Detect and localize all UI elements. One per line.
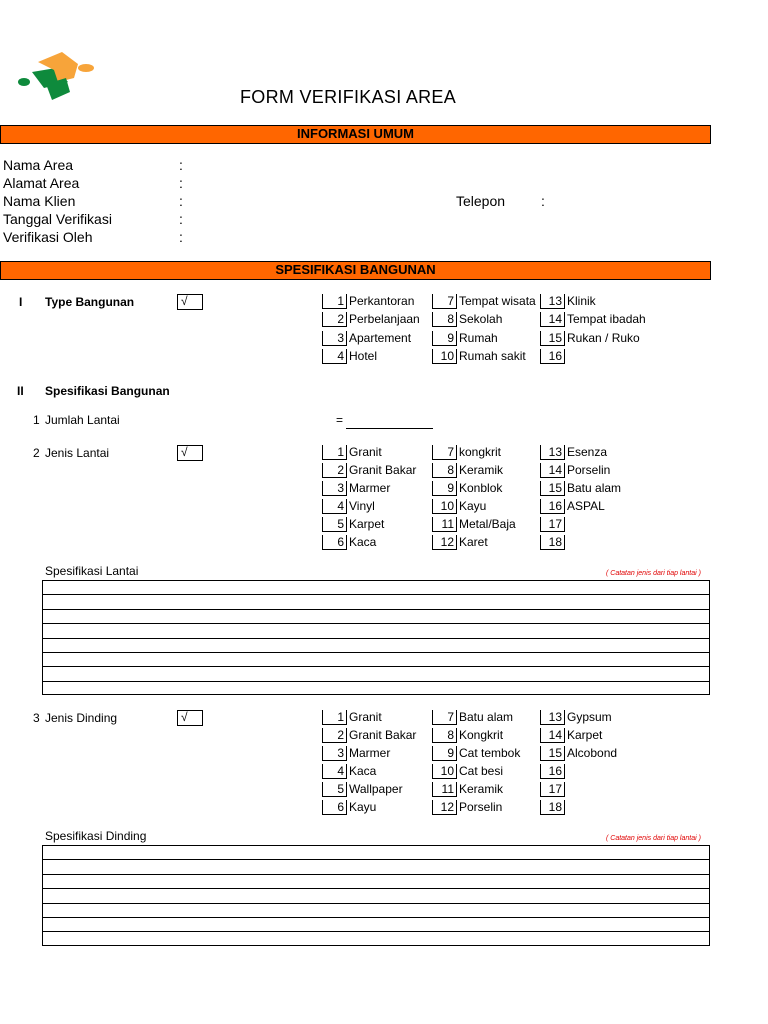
info-field-colon: : (179, 229, 183, 245)
jenis-lantai-number: 2 (33, 446, 40, 460)
option-number-box[interactable]: 1 (322, 294, 347, 309)
option-label: Perkantoran (349, 294, 415, 308)
option-label: Kongkrit (459, 727, 504, 742)
option-label: Metal/Baja (459, 516, 516, 531)
option-label: Batu alam (567, 480, 622, 495)
spesifikasi-bangunan-label: Spesifikasi Bangunan (45, 384, 170, 398)
option-label: Batu alam (459, 710, 514, 724)
option-number-box[interactable]: 17 (540, 517, 565, 532)
jumlah-lantai-input[interactable] (346, 428, 433, 429)
option-label: Sekolah (459, 312, 503, 327)
page-title: FORM VERIFIKASI AREA (240, 87, 457, 107)
jenis-dinding-number: 3 (33, 711, 40, 725)
spec-table-row[interactable] (43, 918, 709, 932)
option-number-box[interactable]: 4 (322, 764, 347, 779)
logo-dot-green (18, 78, 30, 86)
option-label: Vinyl (349, 498, 375, 513)
option-number-box[interactable]: 9 (432, 481, 457, 496)
option-number-box[interactable]: 11 (432, 782, 457, 797)
jenis-dinding-check-box[interactable]: √ (177, 710, 203, 726)
info-field-label: Alamat Area (3, 175, 80, 191)
spec-table-row[interactable] (43, 889, 709, 903)
option-number-box[interactable]: 4 (322, 499, 347, 514)
option-label: Konblok (459, 480, 503, 495)
option-number-box[interactable]: 9 (432, 746, 457, 761)
option-label: Kaca (349, 763, 377, 778)
roman-numeral-1: I (19, 295, 23, 309)
option-number-box[interactable]: 7 (432, 710, 457, 725)
option-number-box[interactable]: 16 (540, 349, 565, 364)
spec-table-row[interactable] (43, 860, 709, 874)
option-label: Rukan / Ruko (567, 330, 640, 345)
option-label: ASPAL (567, 498, 605, 513)
option-number-box[interactable]: 14 (540, 463, 565, 478)
info-field-label: Nama Area (3, 157, 74, 173)
jumlah-lantai-number: 1 (33, 413, 40, 427)
option-number-box[interactable]: 18 (540, 800, 565, 815)
option-label: Rumah sakit (459, 348, 526, 363)
option-label: Porselin (567, 462, 611, 477)
option-number-box[interactable]: 15 (540, 331, 565, 346)
jenis-lantai-check-box[interactable]: √ (177, 445, 203, 461)
option-label: Karet (459, 534, 488, 549)
option-number-box[interactable]: 16 (540, 764, 565, 779)
option-label: Granit Bakar (349, 727, 417, 742)
option-label: Kaca (349, 534, 377, 549)
option-label: Hotel (349, 348, 378, 363)
option-number-box[interactable]: 15 (540, 481, 565, 496)
spesifikasi-lantai-label: Spesifikasi Lantai (45, 564, 139, 578)
option-number-box[interactable]: 7 (432, 294, 457, 309)
option-number-box[interactable]: 9 (432, 331, 457, 346)
option-number-box[interactable]: 8 (432, 312, 457, 327)
jumlah-lantai-equals: = (336, 413, 344, 427)
option-label: Porselin (459, 799, 503, 814)
option-label: Alcobond (567, 745, 618, 760)
option-number-box[interactable]: 14 (540, 728, 565, 743)
option-number-box[interactable]: 13 (540, 710, 565, 725)
option-label: Apartement (349, 330, 412, 345)
option-number-box[interactable]: 15 (540, 746, 565, 761)
spec-table-row[interactable] (43, 904, 709, 918)
spec-table-row[interactable] (43, 682, 709, 696)
option-label: Marmer (349, 745, 391, 760)
info-field-label: Tanggal Verifikasi (3, 211, 112, 227)
spec-table-row[interactable] (43, 875, 709, 889)
option-label: Karpet (349, 516, 385, 531)
roman-numeral-2: II (17, 384, 24, 398)
spec-table-row[interactable] (43, 581, 709, 595)
option-label: Klinik (567, 294, 596, 308)
type-bangunan-label: Type Bangunan (45, 295, 135, 309)
option-label: Rumah (459, 330, 498, 345)
option-number-box[interactable]: 3 (322, 331, 347, 346)
info-field-label: Verifikasi Oleh (3, 229, 93, 245)
option-number-box[interactable]: 12 (432, 535, 457, 550)
option-number-box[interactable]: 3 (322, 746, 347, 761)
type-bangunan-check-box[interactable]: √ (177, 294, 203, 310)
spec-table-row[interactable] (43, 610, 709, 624)
option-number-box[interactable]: 3 (322, 481, 347, 496)
telepon-label: Telepon (456, 193, 506, 209)
option-label: Tempat ibadah (567, 312, 646, 327)
info-field-colon: : (179, 211, 183, 227)
option-label: Granit (349, 710, 382, 724)
option-label: Granit Bakar (349, 462, 417, 477)
option-label: Granit (349, 445, 382, 459)
spec-table-row[interactable] (43, 595, 709, 609)
option-label: Tempat wisata (459, 294, 536, 308)
option-number-box[interactable]: 16 (540, 499, 565, 514)
option-number-box[interactable]: 4 (322, 349, 347, 364)
section-band-spesifikasi-bangunan: SPESIFIKASI BANGUNAN (0, 261, 711, 280)
option-label: Marmer (349, 480, 391, 495)
option-label: Kayu (349, 799, 377, 814)
option-number-box[interactable]: 1 (322, 710, 347, 725)
option-number-box[interactable]: 18 (540, 535, 565, 550)
jumlah-lantai-label: Jumlah Lantai (45, 413, 120, 427)
jenis-dinding-label: Jenis Dinding (45, 711, 118, 725)
spesifikasi-lantai-note: ( Catatan jenis dari tiap lantai ) (606, 570, 701, 577)
spesifikasi-dinding-table[interactable] (42, 845, 710, 946)
option-number-box[interactable]: 2 (322, 728, 347, 743)
spec-table-row[interactable] (43, 846, 709, 860)
option-number-box[interactable]: 2 (322, 312, 347, 327)
option-number-box[interactable]: 11 (432, 517, 457, 532)
spec-table-row[interactable] (43, 639, 709, 653)
option-number-box[interactable]: 5 (322, 517, 347, 532)
option-number-box[interactable]: 6 (322, 800, 347, 815)
option-number-box[interactable]: 1 (322, 445, 347, 460)
info-field-colon: : (179, 157, 183, 173)
option-label: kongkrit (459, 445, 502, 459)
option-label: Karpet (567, 727, 603, 742)
option-number-box[interactable]: 8 (432, 463, 457, 478)
telepon-colon: : (541, 193, 545, 209)
option-label: Wallpaper (349, 781, 403, 796)
option-number-box[interactable]: 13 (540, 445, 565, 460)
option-number-box[interactable]: 2 (322, 463, 347, 478)
option-label: Gypsum (567, 710, 612, 724)
option-label: Cat besi (459, 763, 504, 778)
option-label: Esenza (567, 445, 608, 459)
option-number-box[interactable]: 17 (540, 782, 565, 797)
info-field-colon: : (179, 193, 183, 209)
option-number-box[interactable]: 8 (432, 728, 457, 743)
company-logo (16, 48, 96, 102)
option-number-box[interactable]: 10 (432, 764, 457, 779)
option-label: Kayu (459, 498, 487, 513)
option-label: Cat tembok (459, 745, 521, 760)
option-number-box[interactable]: 6 (322, 535, 347, 550)
jenis-lantai-label: Jenis Lantai (45, 446, 110, 460)
spesifikasi-dinding-note: ( Catatan jenis dari tiap lantai ) (606, 835, 701, 842)
info-field-label: Nama Klien (3, 193, 76, 209)
option-label: Keramik (459, 462, 504, 477)
option-number-box[interactable]: 10 (432, 349, 457, 364)
option-label: Perbelanjaan (349, 312, 420, 327)
spesifikasi-dinding-label: Spesifikasi Dinding (45, 829, 147, 843)
option-number-box[interactable]: 7 (432, 445, 457, 460)
spec-table-row[interactable] (43, 932, 709, 946)
spec-table-row[interactable] (43, 624, 709, 638)
option-number-box[interactable]: 12 (432, 800, 457, 815)
option-number-box[interactable]: 5 (322, 782, 347, 797)
option-number-box[interactable]: 14 (540, 312, 565, 327)
spec-table-row[interactable] (43, 653, 709, 667)
option-number-box[interactable]: 10 (432, 499, 457, 514)
logo-dot-orange (78, 64, 94, 72)
option-label: Keramik (459, 781, 504, 796)
option-number-box[interactable]: 13 (540, 294, 565, 309)
section-band-informasi-umum: INFORMASI UMUM (0, 125, 711, 144)
info-field-colon: : (179, 175, 183, 191)
spec-table-row[interactable] (43, 667, 709, 681)
spesifikasi-lantai-table[interactable] (42, 580, 710, 695)
